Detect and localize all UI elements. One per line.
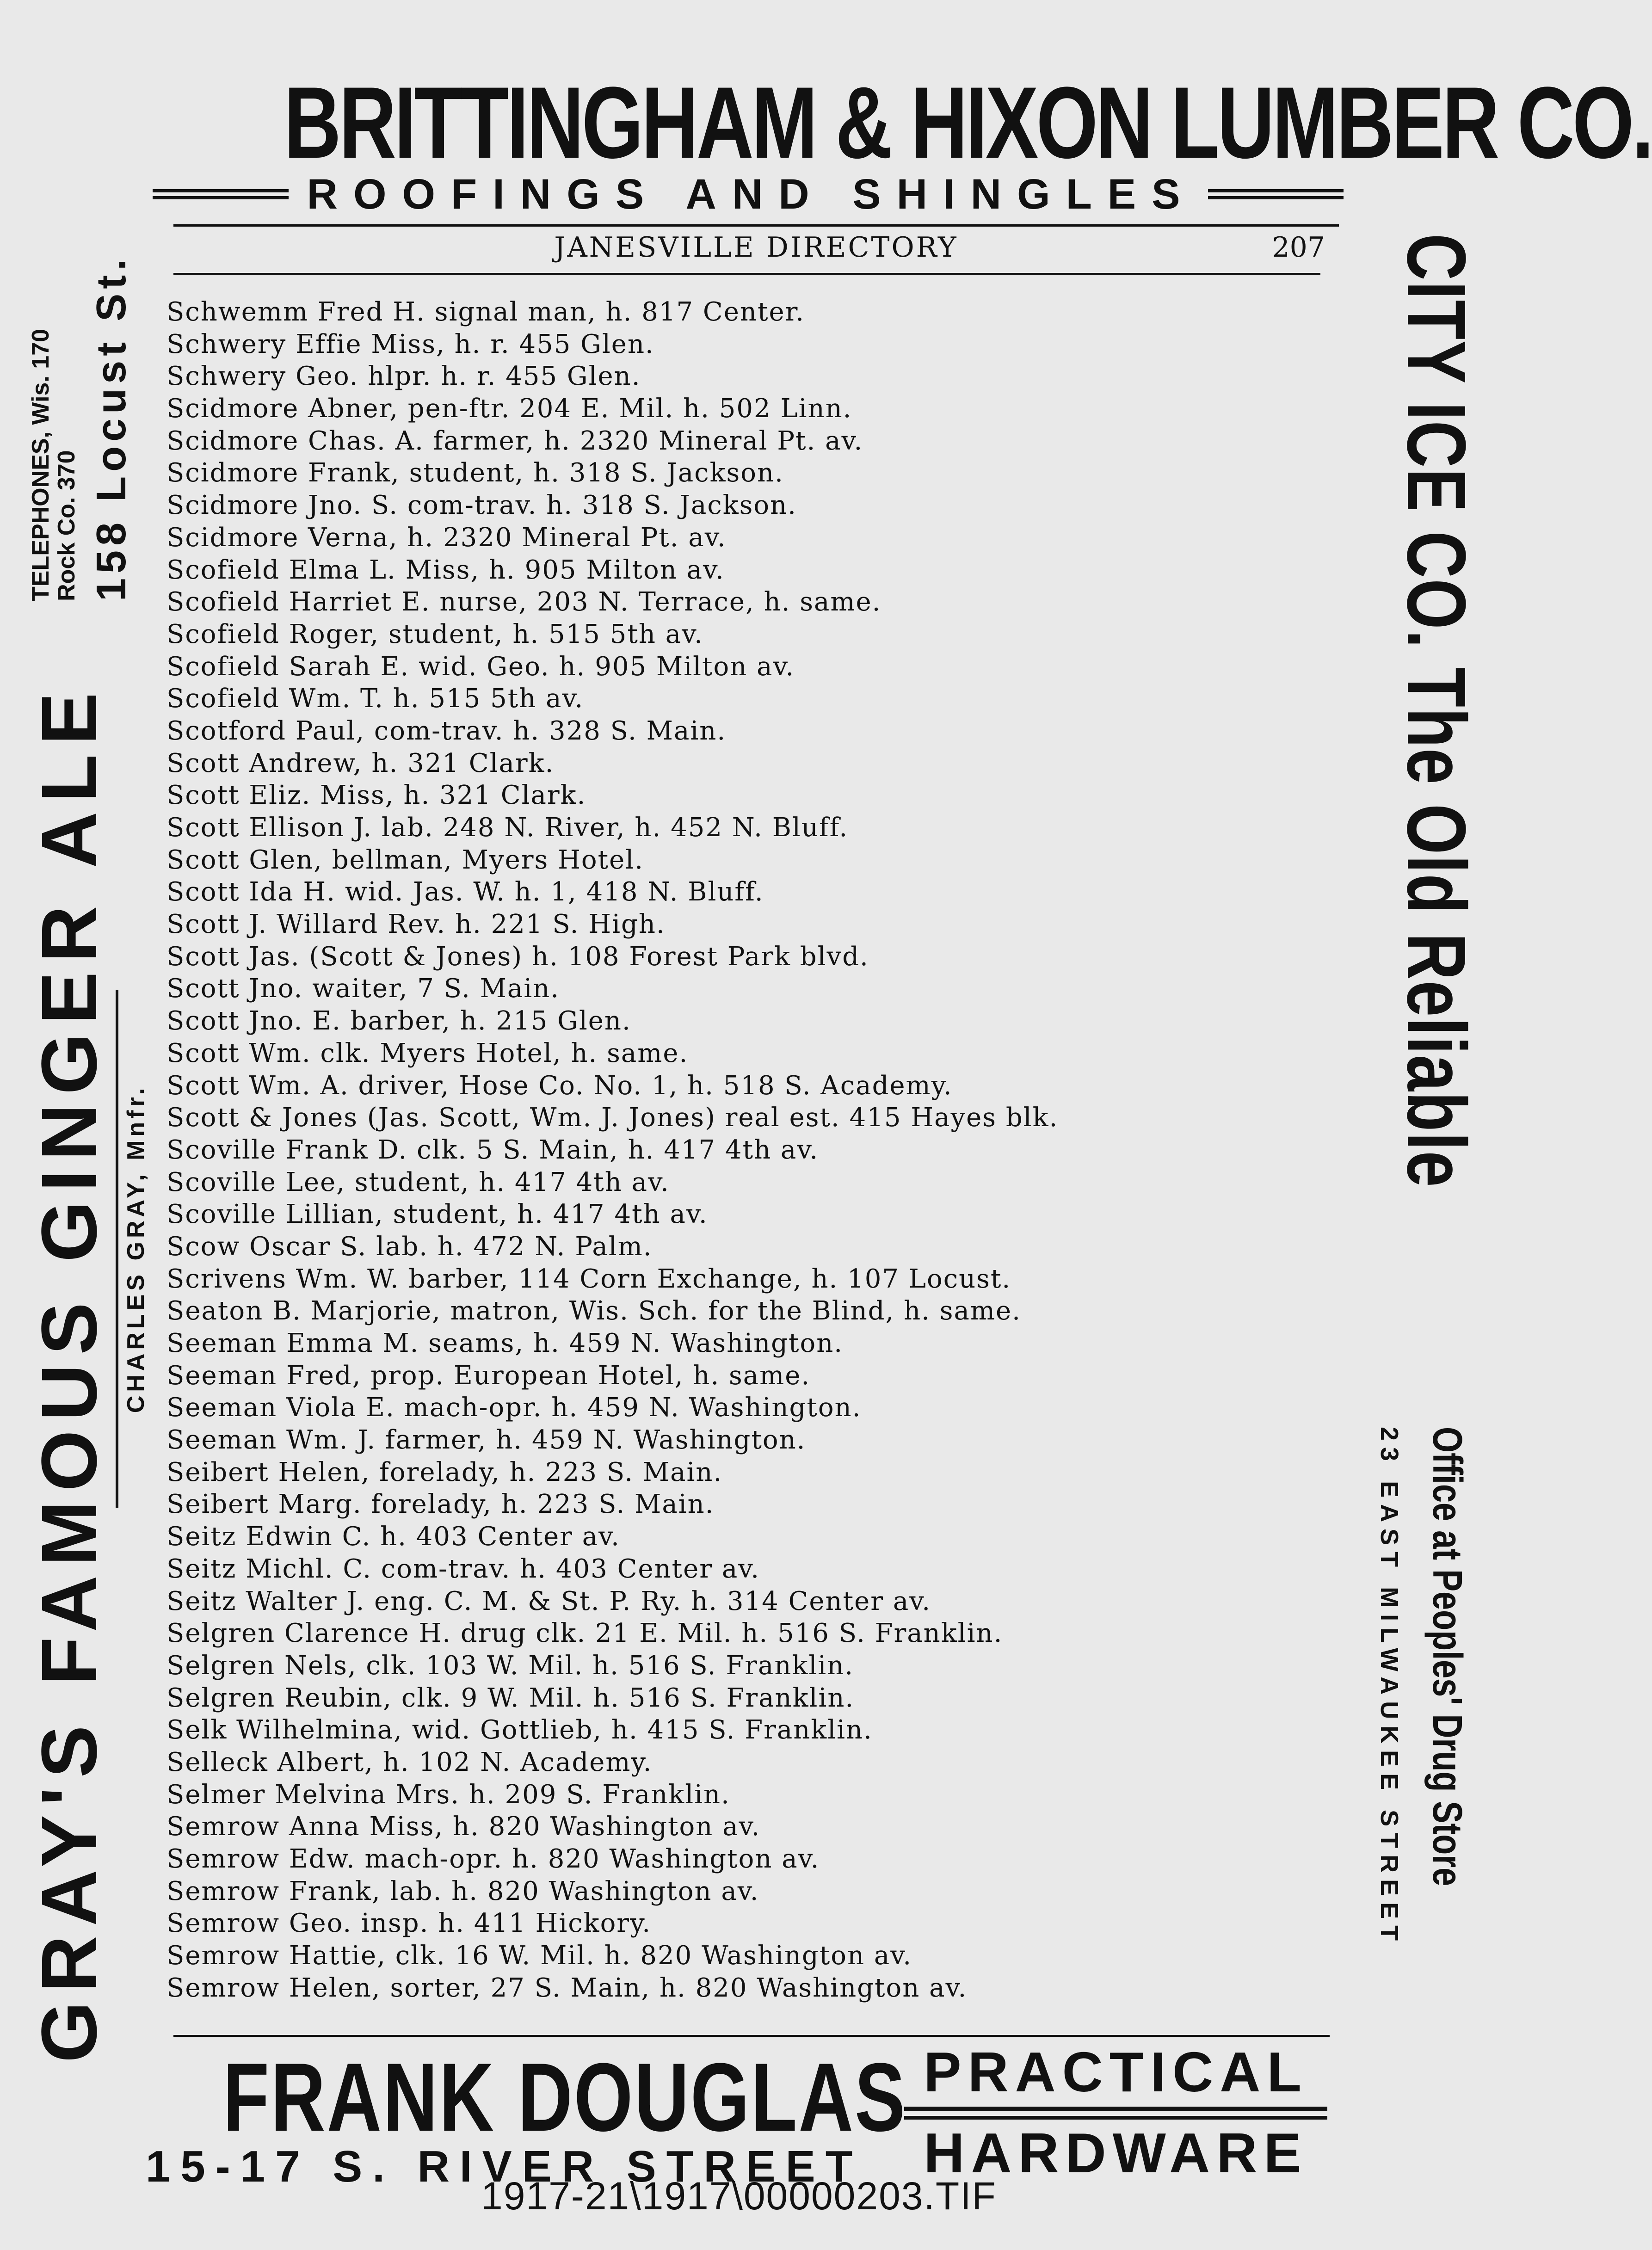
directory-entry: Semrow Helen, sorter, 27 S. Main, h. 820 Washington av.	[166, 1973, 968, 2003]
directory-entry: Scidmore Chas. A. farmer, h. 2320 Mineral Pt. av.	[166, 425, 863, 456]
directory-entry: Scofield Sarah E. wid. Geo. h. 905 Milton av.	[166, 651, 795, 682]
directory-entry: Scott Jno. E. barber, h. 215 Glen.	[166, 1006, 631, 1036]
directory-entry: Scidmore Verna, h. 2320 Mineral Pt. av.	[166, 522, 727, 553]
directory-entry: Selgren Nels, clk. 103 W. Mil. h. 516 S. Franklin.	[166, 1650, 854, 1681]
page-number: 207	[1272, 231, 1325, 264]
directory-entry: Scott Glen, bellman, Myers Hotel.	[166, 845, 644, 875]
left-ad-street: 158 Locust St.	[88, 254, 135, 601]
header-divider	[173, 224, 1339, 227]
directory-entry: Seeman Viola E. mach-opr. h. 459 N. Washington.	[166, 1393, 862, 1423]
directory-entry: Semrow Edw. mach-opr. h. 820 Washington av.	[166, 1844, 820, 1874]
directory-entry: Seeman Emma M. seams, h. 459 N. Washington.	[166, 1328, 844, 1358]
directory-entry: Selmer Melvina Mrs. h. 209 S. Franklin.	[166, 1779, 730, 1810]
header-ad-subtitle: ROOFINGS AND SHINGLES	[307, 170, 1196, 218]
directory-entry: Scoville Lillian, student, h. 417 4th av.	[166, 1199, 708, 1230]
directory-entry: Scott Wm. A. driver, Hose Co. No. 1, h. 518 S. Academy.	[166, 1070, 953, 1101]
directory-entry: Scott Wm. clk. Myers Hotel, h. same.	[166, 1038, 689, 1068]
right-ad-office: Office at Peoples' Drug Store	[1424, 1427, 1470, 1886]
directory-entry: Scott & Jones (Jas. Scott, Wm. J. Jones) real est. 415 Hayes blk.	[166, 1103, 1059, 1133]
header-ad-title: BRITTINGHAM & HIXON LUMBER CO.	[284, 66, 1652, 179]
directory-entry: Scofield Elma L. Miss, h. 905 Milton av.	[166, 555, 725, 585]
directory-entry: Scott Ida H. wid. Jas. W. h. 1, 418 N. Bluff.	[166, 877, 764, 907]
directory-entry: Seitz Walter J. eng. C. M. & St. P. Ry. h. 314 Center av.	[166, 1586, 931, 1616]
directory-entry: Selgren Clarence H. drug clk. 21 E. Mil. h. 516 S. Franklin.	[166, 1618, 1003, 1649]
double-rule-right	[1208, 189, 1344, 199]
right-margin-ad	[1350, 234, 1483, 2084]
directory-entry: Seitz Michl. C. com-trav. h. 403 Center av.	[166, 1553, 760, 1584]
header-ad-subtitle-row	[153, 169, 1344, 220]
scan-file-label: 1917-21\1917\00000203.TIF	[481, 2174, 997, 2218]
running-header-title: JANESVILLE DIRECTORY	[554, 231, 958, 264]
directory-entry: Semrow Hattie, clk. 16 W. Mil. h. 820 Washington av.	[166, 1941, 912, 1971]
directory-entry: Semrow Frank, lab. h. 820 Washington av.	[166, 1876, 759, 1906]
directory-entry: Scidmore Abner, pen-ftr. 204 E. Mil. h. 502 Linn.	[166, 394, 852, 424]
directory-entry: Scott Eliz. Miss, h. 321 Clark.	[166, 780, 586, 811]
directory-entry: Scofield Roger, student, h. 515 5th av.	[166, 619, 703, 649]
running-header	[173, 231, 1339, 268]
directory-entry: Seeman Wm. J. farmer, h. 459 N. Washington.	[166, 1425, 806, 1455]
right-ad-street: 23 EAST MILWAUKEE STREET	[1375, 1427, 1403, 1948]
directory-entry: Selleck Albert, h. 102 N. Academy.	[166, 1747, 653, 1777]
left-ad-telephones	[28, 329, 80, 601]
directory-entry: Schwemm Fred H. signal man, h. 817 Center.	[166, 297, 805, 327]
directory-entry: Scott Jno. waiter, 7 S. Main.	[166, 974, 560, 1004]
right-ad-main: CITY ICE CO. The Old Reliable	[1390, 234, 1483, 1188]
footer-ad-name: FRANK DOUGLAS	[223, 2043, 907, 2151]
directory-entry: Scow Oscar S. lab. h. 472 N. Palm.	[166, 1231, 653, 1262]
directory-entry: Semrow Geo. insp. h. 411 Hickory.	[166, 1908, 652, 1939]
directory-entry: Scidmore Jno. S. com-trav. h. 318 S. Jackson.	[166, 490, 797, 521]
directory-entry: Scofield Harriet E. nurse, 203 N. Terrace, h. same.	[166, 587, 881, 617]
directory-entry: Scott Andrew, h. 321 Clark.	[166, 748, 555, 778]
directory-entry: Seibert Helen, forelady, h. 223 S. Main.	[166, 1457, 723, 1487]
directory-entry: Scotford Paul, com-trav. h. 328 S. Main.	[166, 715, 727, 746]
double-rule-left	[153, 189, 289, 199]
directory-entry: Schwery Effie Miss, h. r. 455 Glen.	[166, 329, 654, 359]
directory-entry: Selgren Reubin, clk. 9 W. Mil. h. 516 S. Franklin.	[166, 1683, 855, 1713]
left-ad-telephones-line2: Rock Co. 370	[53, 450, 80, 601]
footer-ad-tag-hardware: HARDWARE	[904, 2116, 1327, 2187]
directory-entry: Schwery Geo. hlpr. h. r. 455 Glen.	[166, 361, 641, 392]
directory-entry: Scoville Lee, student, h. 417 4th av.	[166, 1167, 670, 1197]
directory-entries	[166, 296, 1341, 2004]
directory-entry: Seitz Edwin C. h. 403 Center av.	[166, 1522, 620, 1552]
directory-entry: Scott Ellison J. lab. 248 N. River, h. 452 N. Bluff.	[166, 813, 849, 843]
left-ad-telephones-line1: TELEPHONES, Wis. 170	[27, 328, 54, 601]
directory-entry: Scrivens Wm. W. barber, 114 Corn Exchange, h. 107 Locust.	[166, 1264, 1011, 1294]
directory-entry: Scofield Wm. T. h. 515 5th av.	[166, 684, 584, 714]
directory-entry: Scidmore Frank, student, h. 318 S. Jackson.	[166, 458, 784, 488]
directory-entry: Seaton B. Marjorie, matron, Wis. Sch. for the Blind, h. same.	[166, 1296, 1021, 1326]
directory-entry: Seibert Marg. forelady, h. 223 S. Main.	[166, 1489, 715, 1520]
left-margin-ad	[18, 213, 162, 2063]
left-ad-maker: CHARLES GRAY, Mnfr.	[116, 990, 150, 1508]
footer-divider	[173, 2035, 1330, 2037]
directory-entry: Selk Wilhelmina, wid. Gottlieb, h. 415 S. Franklin.	[166, 1715, 873, 1745]
directory-entry: Scott J. Willard Rev. h. 221 S. High.	[166, 909, 666, 940]
left-ad-main: GRAY'S FAMOUS GINGER ALE	[25, 683, 113, 2063]
running-header-rule	[173, 273, 1320, 275]
directory-entry: Scoville Frank D. clk. 5 S. Main, h. 417 4th av.	[166, 1134, 819, 1165]
directory-entry: Seeman Fred, prop. European Hotel, h. same.	[166, 1360, 811, 1391]
directory-entry: Semrow Anna Miss, h. 820 Washington av.	[166, 1812, 761, 1842]
directory-entry: Scott Jas. (Scott & Jones) h. 108 Forest Park blvd.	[166, 941, 869, 972]
footer-ad-tag-practical: PRACTICAL	[904, 2037, 1327, 2111]
footer-ad-address: 15-17 S. RIVER STREET	[146, 2142, 863, 2191]
